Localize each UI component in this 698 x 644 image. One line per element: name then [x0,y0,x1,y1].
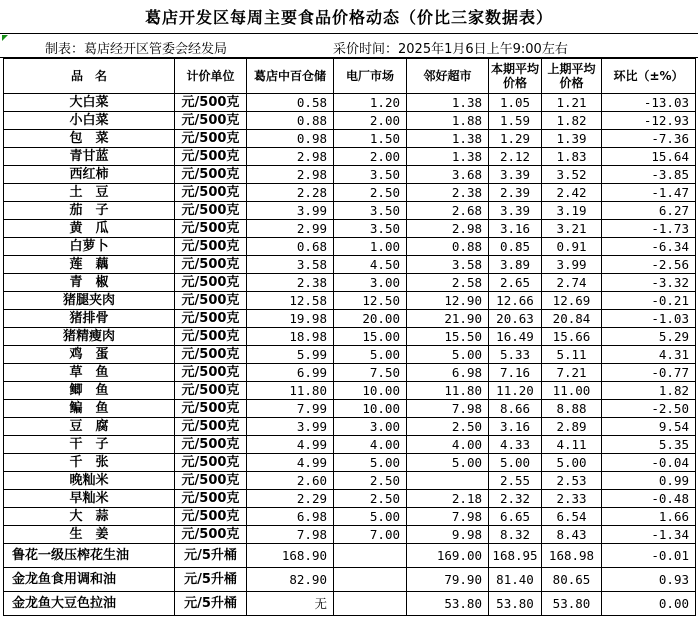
avg-prev-cell: 20.84 [542,310,602,328]
unit-cell: 元/500克 [175,256,247,274]
linhao-price-cell [407,472,489,490]
linhao-price-cell: 1.38 [407,130,489,148]
change-cell: 0.93 [602,568,696,592]
dianchang-price-cell: 3.00 [334,274,407,292]
unit-cell: 元/500克 [175,436,247,454]
table-row [4,292,696,310]
avg-prev-cell: 53.80 [542,592,602,616]
dianchang-price-cell: 3.50 [334,202,407,220]
avg-prev-cell: 2.42 [542,184,602,202]
avg-now-cell: 16.49 [489,328,542,346]
zhongbai-price-cell: 2.29 [247,490,334,508]
table-row [4,328,696,346]
linhao-price-cell: 15.50 [407,328,489,346]
linhao-price-cell: 1.88 [407,112,489,130]
unit-cell: 元/500克 [175,184,247,202]
zhongbai-price-cell: 19.98 [247,310,334,328]
change-cell: -1.73 [602,220,696,238]
item-name-cell: 包 菜 [4,130,175,148]
item-name-cell: 大 蒜 [4,508,175,526]
unit-cell: 元/500克 [175,472,247,490]
linhao-price-cell: 5.00 [407,454,489,472]
linhao-price-cell: 2.38 [407,184,489,202]
zhongbai-price-cell: 0.68 [247,238,334,256]
item-name-cell: 西红柿 [4,166,175,184]
linhao-price-cell: 7.98 [407,400,489,418]
unit-cell: 元/500克 [175,94,247,112]
item-name-cell: 鲁花一级压榨花生油 [4,544,175,568]
item-name-cell: 土 豆 [4,184,175,202]
item-name-cell: 猪腿夹肉 [4,292,175,310]
dianchang-price-cell [334,544,407,568]
avg-prev-cell: 1.39 [542,130,602,148]
unit-cell: 元/5升桶 [175,592,247,616]
avg-now-cell: 81.40 [489,568,542,592]
item-name-cell: 白萝卜 [4,238,175,256]
avg-now-cell: 5.33 [489,346,542,364]
table-row [4,166,696,184]
zhongbai-price-cell: 7.98 [247,526,334,544]
zhongbai-price-cell: 2.98 [247,166,334,184]
avg-now-cell: 3.39 [489,166,542,184]
table-row [4,454,696,472]
change-cell: 6.27 [602,202,696,220]
header-change: 环比（±%） [602,59,696,94]
zhongbai-price-cell: 3.58 [247,256,334,274]
change-cell: 0.99 [602,472,696,490]
linhao-price-cell: 3.68 [407,166,489,184]
header-avg-now: 本期平均价格 [489,59,542,94]
linhao-price-cell: 21.90 [407,310,489,328]
change-cell: -3.85 [602,166,696,184]
change-cell: 1.82 [602,382,696,400]
table-row [4,220,696,238]
avg-prev-cell: 5.11 [542,346,602,364]
avg-now-cell: 20.63 [489,310,542,328]
change-cell: -2.50 [602,400,696,418]
zhongbai-price-cell: 0.88 [247,112,334,130]
zhongbai-price-cell: 82.90 [247,568,334,592]
linhao-price-cell: 0.88 [407,238,489,256]
unit-cell: 元/500克 [175,400,247,418]
dianchang-price-cell: 2.00 [334,148,407,166]
change-cell: 1.66 [602,508,696,526]
zhongbai-price-cell: 3.99 [247,202,334,220]
zhongbai-price-cell: 2.99 [247,220,334,238]
zhongbai-price-cell: 11.80 [247,382,334,400]
item-name-cell: 大白菜 [4,94,175,112]
avg-now-cell: 8.66 [489,400,542,418]
table-row [4,472,696,490]
dianchang-price-cell: 2.50 [334,472,407,490]
zhongbai-price-cell: 18.98 [247,328,334,346]
item-name-cell: 晚籼米 [4,472,175,490]
avg-prev-cell: 0.91 [542,238,602,256]
dianchang-price-cell: 7.50 [334,364,407,382]
item-name-cell: 青 椒 [4,274,175,292]
table-row [4,238,696,256]
linhao-price-cell: 12.90 [407,292,489,310]
avg-now-cell: 11.20 [489,382,542,400]
linhao-price-cell: 6.98 [407,364,489,382]
avg-prev-cell: 1.82 [542,112,602,130]
unit-cell: 元/500克 [175,130,247,148]
change-cell: 4.31 [602,346,696,364]
table-row [4,94,696,112]
item-name-cell: 鸡 蛋 [4,346,175,364]
unit-cell: 元/500克 [175,292,247,310]
unit-cell: 元/5升桶 [175,568,247,592]
change-cell: -0.48 [602,490,696,508]
item-name-cell: 青甘蓝 [4,148,175,166]
avg-prev-cell: 7.21 [542,364,602,382]
header-unit: 计价单位 [175,59,247,94]
avg-now-cell: 1.29 [489,130,542,148]
table-row [4,346,696,364]
avg-prev-cell: 1.21 [542,94,602,112]
avg-now-cell: 3.89 [489,256,542,274]
linhao-price-cell: 7.98 [407,508,489,526]
dianchang-price-cell: 20.00 [334,310,407,328]
table-row [4,364,696,382]
item-name-cell: 早籼米 [4,490,175,508]
header-avg-prev: 上期平均价格 [542,59,602,94]
linhao-price-cell: 1.38 [407,148,489,166]
linhao-price-cell: 2.58 [407,274,489,292]
unit-cell: 元/500克 [175,526,247,544]
avg-prev-cell: 3.21 [542,220,602,238]
unit-cell: 元/500克 [175,382,247,400]
table-row [4,256,696,274]
change-cell: -6.34 [602,238,696,256]
avg-prev-cell: 12.69 [542,292,602,310]
header-row [4,59,696,94]
unit-cell: 元/500克 [175,238,247,256]
unit-cell: 元/500克 [175,418,247,436]
item-name-cell: 鳊 鱼 [4,400,175,418]
table-row [4,310,696,328]
table-row [4,274,696,292]
dianchang-price-cell: 1.50 [334,130,407,148]
dianchang-price-cell: 4.00 [334,436,407,454]
avg-prev-cell: 3.52 [542,166,602,184]
zhongbai-price-cell: 3.99 [247,418,334,436]
table-row [4,148,696,166]
change-cell: 5.29 [602,328,696,346]
avg-now-cell: 53.80 [489,592,542,616]
avg-now-cell: 2.55 [489,472,542,490]
zhongbai-price-cell: 5.99 [247,346,334,364]
avg-now-cell: 0.85 [489,238,542,256]
change-cell: -0.04 [602,454,696,472]
linhao-price-cell: 2.68 [407,202,489,220]
avg-prev-cell: 15.66 [542,328,602,346]
change-cell: 9.54 [602,418,696,436]
change-cell: -0.21 [602,292,696,310]
item-name-cell: 小白菜 [4,112,175,130]
unit-cell: 元/500克 [175,364,247,382]
item-name-cell: 茄 子 [4,202,175,220]
avg-prev-cell: 2.33 [542,490,602,508]
dianchang-price-cell: 10.00 [334,400,407,418]
item-name-cell: 猪排骨 [4,310,175,328]
table-row [4,382,696,400]
avg-now-cell: 2.12 [489,148,542,166]
avg-now-cell: 7.16 [489,364,542,382]
dianchang-price-cell: 5.00 [334,508,407,526]
change-cell: -0.77 [602,364,696,382]
header-name: 品 名 [4,59,175,94]
table-row [4,592,696,616]
zhongbai-price-cell: 2.28 [247,184,334,202]
avg-now-cell: 12.66 [489,292,542,310]
avg-prev-cell: 11.00 [542,382,602,400]
item-name-cell: 豆 腐 [4,418,175,436]
header-linhao: 邻好超市 [407,59,489,94]
table-row [4,400,696,418]
avg-prev-cell: 3.19 [542,202,602,220]
unit-cell: 元/500克 [175,166,247,184]
dianchang-price-cell: 3.50 [334,166,407,184]
item-name-cell: 猪精瘦肉 [4,328,175,346]
table-row [4,184,696,202]
linhao-price-cell: 4.00 [407,436,489,454]
price-time-label: 采价时间：2025年1月6日上午9:00左右 [333,42,568,57]
dianchang-price-cell: 7.00 [334,526,407,544]
item-name-cell: 生 姜 [4,526,175,544]
table-row [4,112,696,130]
unit-cell: 元/500克 [175,490,247,508]
linhao-price-cell: 2.98 [407,220,489,238]
avg-prev-cell: 6.54 [542,508,602,526]
zhongbai-price-cell: 0.98 [247,130,334,148]
avg-prev-cell: 3.99 [542,256,602,274]
change-cell: -12.93 [602,112,696,130]
avg-prev-cell: 5.00 [542,454,602,472]
unit-cell: 元/500克 [175,220,247,238]
unit-cell: 元/500克 [175,274,247,292]
unit-cell: 元/5升桶 [175,544,247,568]
dianchang-price-cell: 1.20 [334,94,407,112]
table-row [4,436,696,454]
unit-cell: 元/500克 [175,202,247,220]
change-cell: -1.34 [602,526,696,544]
dianchang-price-cell [334,592,407,616]
zhongbai-price-cell: 2.98 [247,148,334,166]
unit-cell: 元/500克 [175,310,247,328]
table-row [4,202,696,220]
table-row [4,418,696,436]
zhongbai-price-cell: 2.38 [247,274,334,292]
avg-now-cell: 3.39 [489,202,542,220]
zhongbai-price-cell: 6.98 [247,508,334,526]
sheet-title: 葛店开发区每周主要食品价格动态（价比三家数据表） [0,0,698,34]
avg-prev-cell: 8.88 [542,400,602,418]
dianchang-price-cell: 10.00 [334,382,407,400]
unit-cell: 元/500克 [175,328,247,346]
avg-now-cell: 2.32 [489,490,542,508]
linhao-price-cell: 11.80 [407,382,489,400]
avg-now-cell: 4.33 [489,436,542,454]
change-cell: -0.01 [602,544,696,568]
avg-prev-cell: 2.89 [542,418,602,436]
dianchang-price-cell: 2.50 [334,490,407,508]
unit-cell: 元/500克 [175,508,247,526]
dianchang-price-cell: 2.50 [334,184,407,202]
linhao-price-cell: 2.50 [407,418,489,436]
table-row [4,490,696,508]
unit-cell: 元/500克 [175,346,247,364]
change-cell: 5.35 [602,436,696,454]
avg-prev-cell: 80.65 [542,568,602,592]
table-row [4,544,696,568]
dianchang-price-cell: 3.00 [334,418,407,436]
linhao-price-cell: 2.18 [407,490,489,508]
linhao-price-cell: 5.00 [407,346,489,364]
zhongbai-price-cell: 6.99 [247,364,334,382]
change-cell: -1.03 [602,310,696,328]
dianchang-price-cell: 5.00 [334,454,407,472]
change-cell: -2.56 [602,256,696,274]
maker-label: 制表：葛店经开区管委会经发局 [45,42,228,57]
dianchang-price-cell: 15.00 [334,328,407,346]
zhongbai-price-cell: 4.99 [247,436,334,454]
linhao-price-cell: 9.98 [407,526,489,544]
avg-now-cell: 1.59 [489,112,542,130]
table-row [4,568,696,592]
zhongbai-price-cell: 4.99 [247,454,334,472]
dianchang-price-cell: 4.50 [334,256,407,274]
header-zhongbai: 葛店中百仓储 [247,59,334,94]
table-row [4,130,696,148]
item-name-cell: 草 鱼 [4,364,175,382]
item-name-cell: 黄 瓜 [4,220,175,238]
item-name-cell: 干 子 [4,436,175,454]
avg-prev-cell: 2.74 [542,274,602,292]
avg-now-cell: 1.05 [489,94,542,112]
header-dianchang: 电厂市场 [334,59,407,94]
change-cell: -1.47 [602,184,696,202]
avg-now-cell: 5.00 [489,454,542,472]
zhongbai-price-cell: 0.58 [247,94,334,112]
avg-now-cell: 3.16 [489,418,542,436]
zhongbai-price-cell: 7.99 [247,400,334,418]
dianchang-price-cell: 3.50 [334,220,407,238]
linhao-price-cell: 169.00 [407,544,489,568]
avg-now-cell: 2.65 [489,274,542,292]
item-name-cell: 金龙鱼大豆色拉油 [4,592,175,616]
avg-now-cell: 3.16 [489,220,542,238]
item-name-cell: 千 张 [4,454,175,472]
avg-now-cell: 168.95 [489,544,542,568]
change-cell: -13.03 [602,94,696,112]
dianchang-price-cell [334,568,407,592]
avg-prev-cell: 168.98 [542,544,602,568]
change-cell: 0.00 [602,592,696,616]
change-cell: -7.36 [602,130,696,148]
zhongbai-price-cell: 2.60 [247,472,334,490]
table-row [4,508,696,526]
avg-prev-cell: 4.11 [542,436,602,454]
avg-now-cell: 6.65 [489,508,542,526]
change-cell: 15.64 [602,148,696,166]
item-name-cell: 金龙鱼食用调和油 [4,568,175,592]
zhongbai-price-cell: 12.58 [247,292,334,310]
unit-cell: 元/500克 [175,454,247,472]
dianchang-price-cell: 12.50 [334,292,407,310]
linhao-price-cell: 3.58 [407,256,489,274]
change-cell: -3.32 [602,274,696,292]
zhongbai-price-cell: 168.90 [247,544,334,568]
unit-cell: 元/500克 [175,112,247,130]
dianchang-price-cell: 5.00 [334,346,407,364]
avg-now-cell: 8.32 [489,526,542,544]
item-name-cell: 莲 藕 [4,256,175,274]
linhao-price-cell: 53.80 [407,592,489,616]
unit-cell: 元/500克 [175,148,247,166]
linhao-price-cell: 1.38 [407,94,489,112]
meta-row [0,34,698,58]
dianchang-price-cell: 1.00 [334,238,407,256]
dianchang-price-cell: 2.00 [334,112,407,130]
linhao-price-cell: 79.90 [407,568,489,592]
zhongbai-price-cell: 无 [247,592,334,616]
table-row [4,526,696,544]
avg-prev-cell: 8.43 [542,526,602,544]
avg-now-cell: 2.39 [489,184,542,202]
avg-prev-cell: 2.53 [542,472,602,490]
item-name-cell: 鲫 鱼 [4,382,175,400]
avg-prev-cell: 1.83 [542,148,602,166]
price-table [3,58,696,616]
